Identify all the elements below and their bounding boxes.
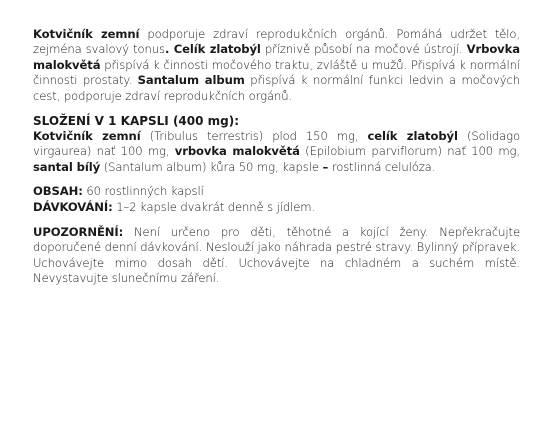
composition-paragraph [33,129,520,175]
content-value: 60 rostlinných kapslí [82,184,204,199]
composition-epilobium: vrbovka malokvětá [174,144,300,159]
composition-text-4: (Santalum album) kůra 50 mg, kapsle [100,159,323,174]
ingredient-name-santalum: Santalum album [137,73,245,88]
composition-solidago: celík zlatobýl [367,129,458,144]
content-line [33,184,520,199]
composition-text-2: (Solidago virgaurea) nať 100 mg, [33,129,521,159]
ingredient-name-solidago: Celík zlatobýl [173,42,261,57]
intro-paragraph [33,27,520,104]
warning-paragraph [33,225,520,287]
ingredient-name-tribulus: Kotvičník zemní [33,27,140,41]
composition-text-3: (Epilobium parviflorum) nať 100 mg, [299,144,520,159]
intro-text-4: přispívá k normální funkci ledvin a močových cest, podporuje zdraví reprodukčních orgánů. [33,73,521,103]
warning-label: UPOZORNĚNÍ: [33,225,124,240]
composition-text-1: (Tribulus terrestris) plod 150 mg, [140,129,368,144]
intro-text-1: podporuje zdraví reprodukčních orgánů. Pomáhá udržet tělo, zejména svalový tonus [33,27,520,57]
content-label: OBSAH: [33,184,83,199]
warning-text: Není určeno pro děti, těhotné a kojící ženy. Nepřekračujte doporučené denní dávkování. Neslouží jako náhrada pestré stravy. Bylinný přípravek. Uchovávejte mimo dosah dětí. Uchovávejte na chladném a suchém místě. Nevystavujte slunečnímu záření. [33,225,520,286]
composition-dash: – [322,159,329,174]
dosage-label: DÁVKOVÁNÍ: [33,199,113,214]
composition-text-5: rostlinná celulóza. [328,159,436,174]
dosage-value: 1–2 kapsle dvakrát denně s jídlem. [112,199,316,214]
composition-heading: SLOŽENÍ V 1 KAPSLI (400 mg): [33,114,240,129]
ingredient-name-epilobium: Vrbovka malokvětá [33,42,520,72]
intro-text-2: příznivě působí na močové ústrojí. [260,42,467,57]
dosage-line [33,200,520,215]
composition-tribulus: Kotvičník zemní [33,129,141,144]
intro-text-3: přispívá k činnosti močového traktu, zvláště u mužů. Přispívá k normální činnosti prostaty. [33,57,520,88]
composition-santalum: santal bílý [33,159,101,174]
intro-period: . [165,42,174,57]
